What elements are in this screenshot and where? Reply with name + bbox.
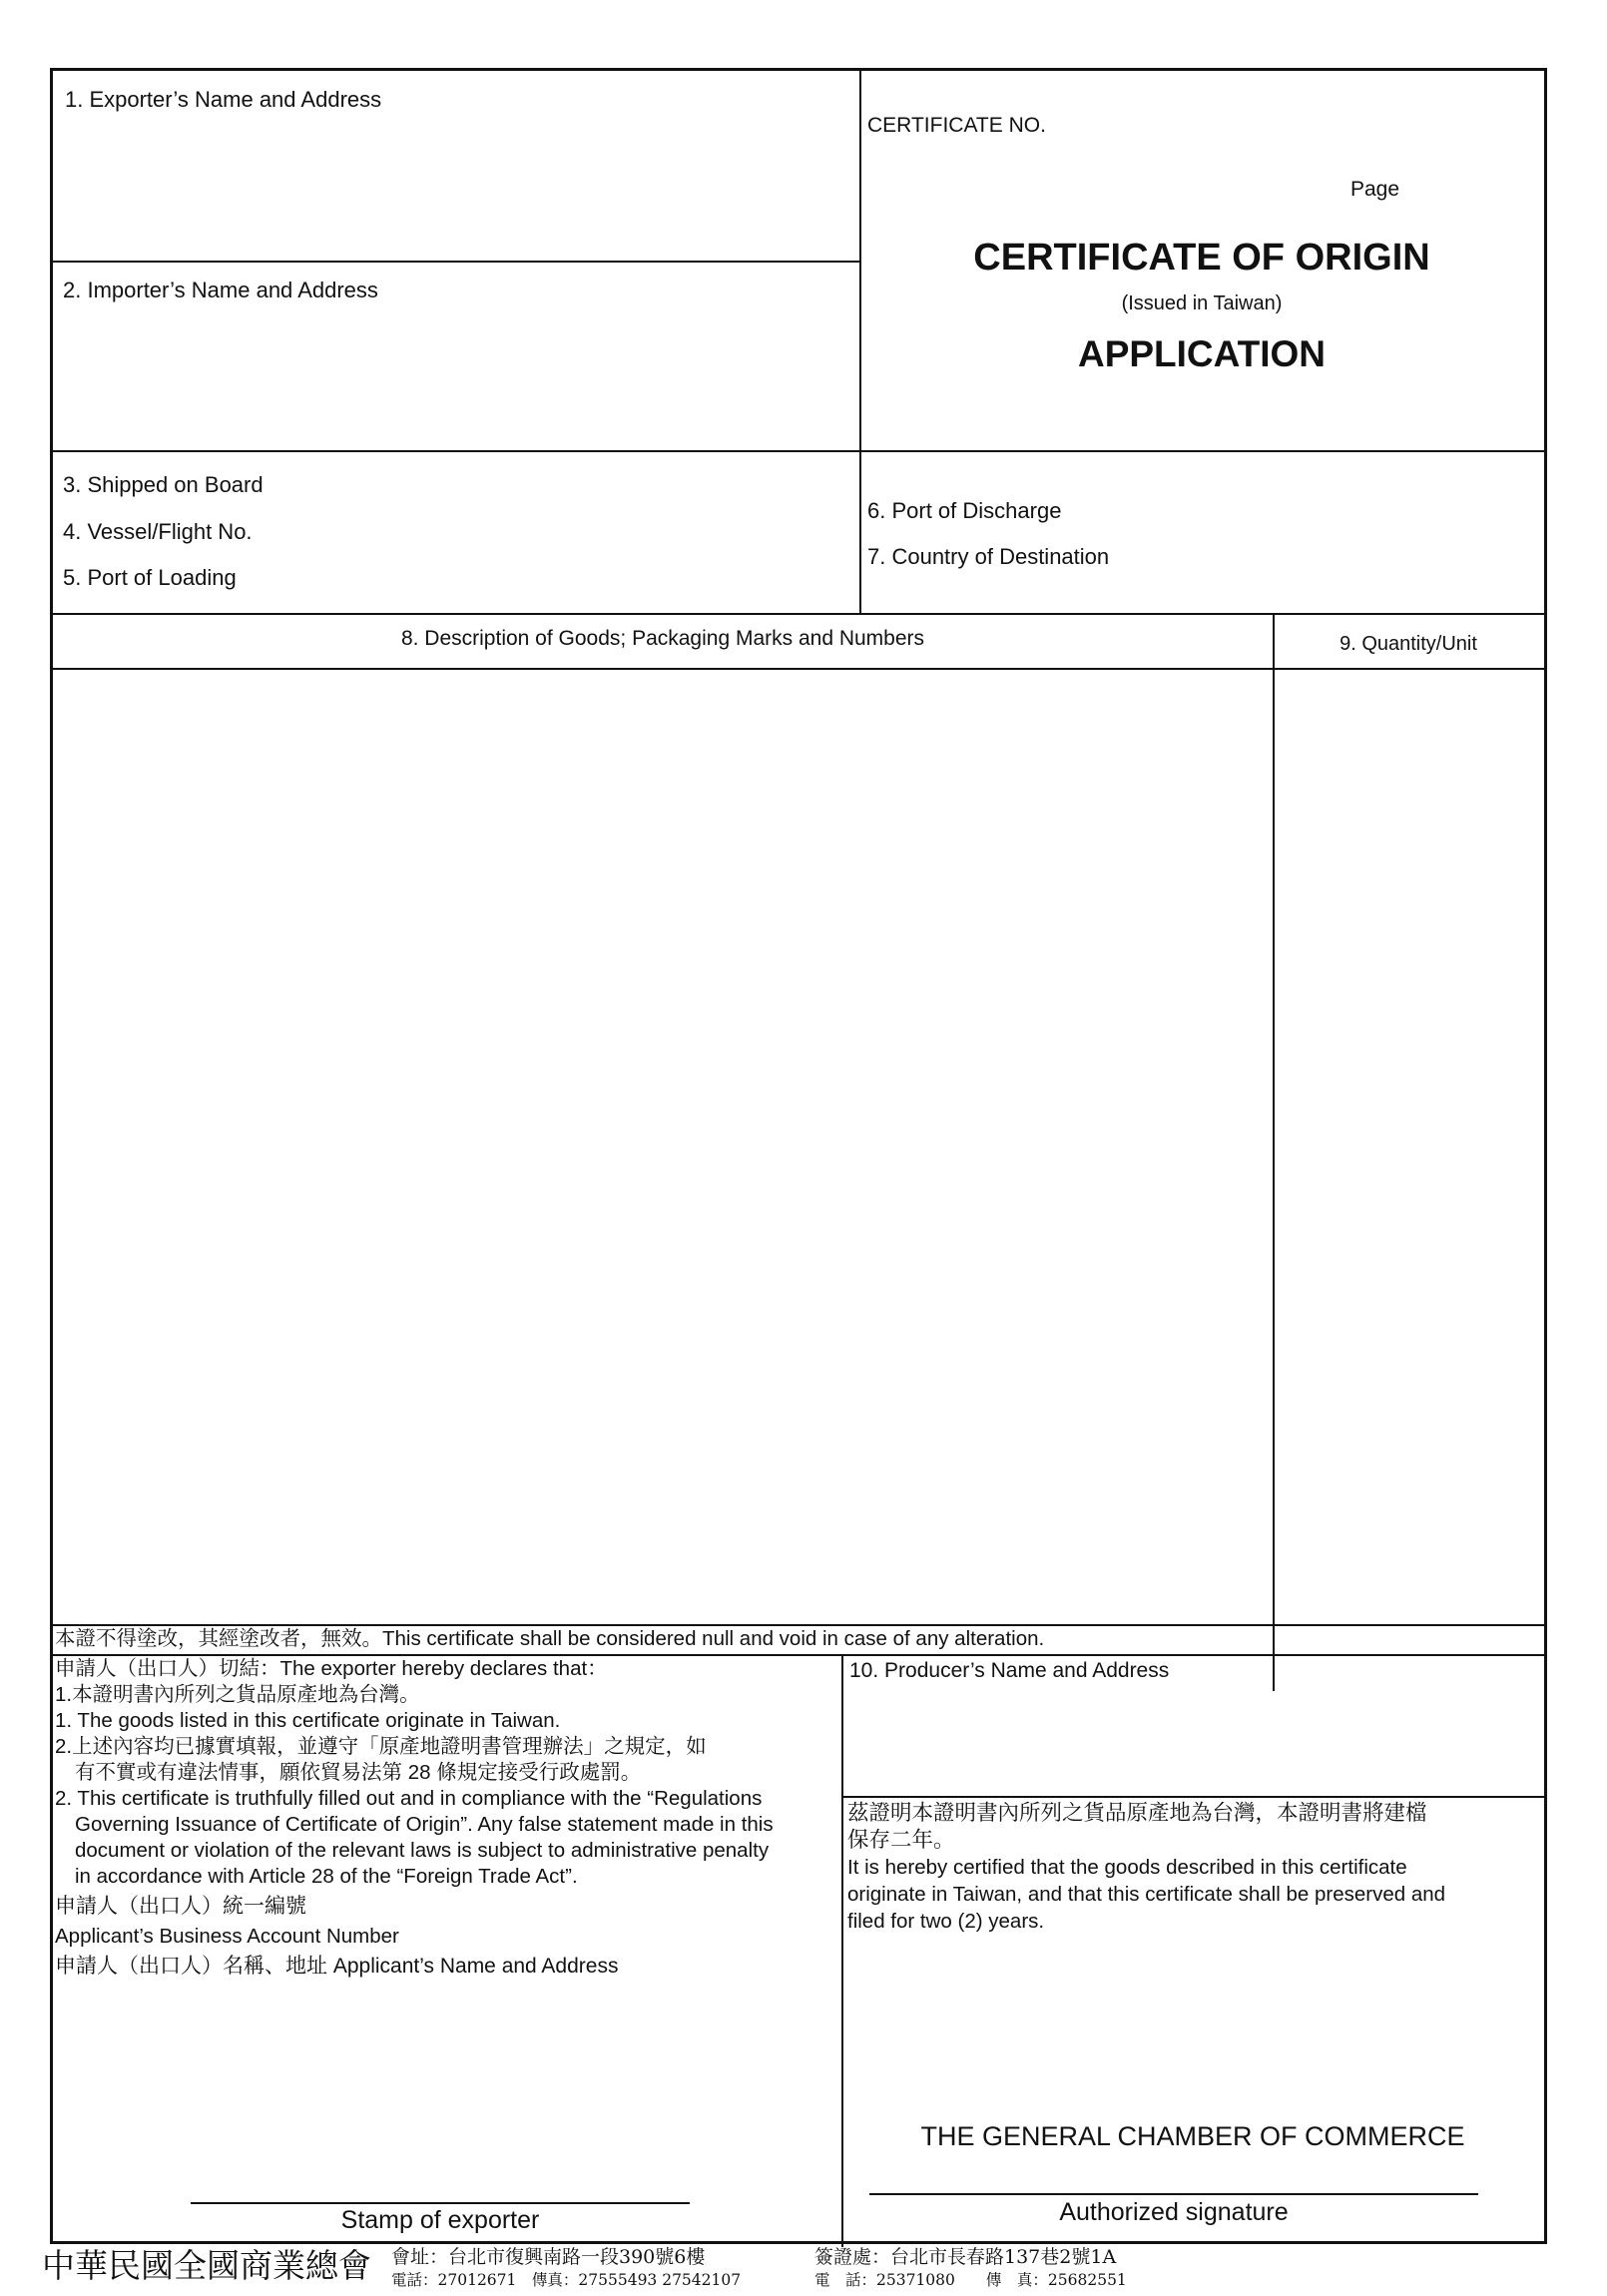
declaration-line: Governing Issuance of Certificate of Origin”. Any false statement made in this: [75, 1813, 774, 1836]
certificate-title: CERTIFICATE OF ORIGIN: [973, 237, 1430, 279]
stamp-of-exporter-label: Stamp of exporter: [340, 2206, 540, 2234]
declaration-line: 2.上述內容均已據實填報，並遵守「原產地證明書管理辦法」之規定，如: [55, 1735, 707, 1758]
quantity-column-divider: [1273, 613, 1275, 1691]
port-of-loading-label: 5. Port of Loading: [63, 565, 237, 590]
declaration-line: 申請人（出口人）名稱、地址 Applicant’s Name and Address: [55, 1955, 619, 1978]
exporter-name-label: 1. Exporter’s Name and Address: [65, 87, 382, 112]
goods-description-label: 8. Description of Goods; Packaging Marks and Numbers: [400, 627, 925, 650]
declaration-line: 申請人（出口人）切結：The exporter hereby declares that：: [55, 1657, 608, 1680]
certificate-form: [50, 68, 1547, 2244]
importer-name-label: 2. Importer’s Name and Address: [63, 278, 378, 302]
declaration-line: Applicant’s Business Account Number: [55, 1925, 399, 1948]
office-phone: 電 話：25371080 傳 真：25682551: [814, 2271, 1127, 2289]
hq-address: 會址：台北市復興南路一段390號6樓: [391, 2246, 706, 2268]
certification-line: 茲證明本證明書內所列之貨品原產地為台灣，本證明書將建檔: [847, 1801, 1427, 1825]
page-label: Page: [1350, 178, 1400, 201]
declaration-line: 有不實或有違法情事，願依貿易法第 28 條規定接受行政處罰。: [75, 1761, 642, 1784]
application-title: APPLICATION: [1077, 333, 1327, 374]
bottom-column-divider: [841, 1654, 843, 2247]
exporter-declaration: [55, 1656, 839, 1980]
country-of-destination-label: 7. Country of Destination: [867, 544, 1110, 569]
declaration-line: 1.本證明書內所列之貨品原產地為台灣。: [55, 1683, 420, 1706]
declaration-line: in accordance with Article 28 of the “Foreign Trade Act”.: [75, 1865, 578, 1888]
shipped-on-board-label: 3. Shipped on Board: [63, 472, 264, 497]
box1-box2-divider: [53, 261, 859, 263]
vessel-flight-label: 4. Vessel/Flight No.: [63, 519, 253, 544]
port-of-discharge-label: 6. Port of Discharge: [867, 498, 1062, 523]
top-section-bottom-line: [53, 450, 1544, 452]
certificate-no-label: CERTIFICATE NO.: [867, 114, 1046, 137]
organization-name: 中華民國全國商業總會: [42, 2246, 371, 2285]
declaration-line: 1. The goods listed in this certificate originate in Taiwan.: [55, 1709, 561, 1732]
alteration-notice: 本證不得塗改，其經塗改者，無效。This certificate shall be considered null and void in case of any alteration.: [55, 1627, 1045, 1650]
certification-line: It is hereby certified that the goods described in this certificate: [847, 1856, 1407, 1879]
stamp-signature-line: [191, 2202, 690, 2204]
declaration-line: document or violation of the relevant laws is subject to administrative penalty: [75, 1839, 770, 1862]
certification-line: 保存二年。: [847, 1828, 955, 1852]
authorized-signature-label: Authorized signature: [1059, 2198, 1289, 2226]
issued-in-taiwan: (Issued in Taiwan): [1121, 292, 1283, 314]
declaration-line: 申請人（出口人）統一編號: [55, 1895, 306, 1918]
shipping-section-bottom-line: [53, 613, 1544, 615]
hq-phone: 電話：27012671 傳真：27555493 27542107: [391, 2271, 742, 2289]
declaration-line: 2. This certificate is truthfully filled out and in compliance with the “Regulations: [55, 1787, 763, 1810]
producer-name-label: 10. Producer’s Name and Address: [849, 1659, 1170, 1682]
certification-line: filed for two (2) years.: [847, 1910, 1045, 1933]
quantity-unit-label: 9. Quantity/Unit: [1339, 633, 1477, 655]
goods-header-bottom-line: [53, 668, 1544, 670]
chamber-name: THE GENERAL CHAMBER OF COMMERCE: [920, 2121, 1465, 2151]
producer-box-bottom-line: [841, 1796, 1544, 1798]
office-address: 簽證處：台北市長春路137巷2號1A: [814, 2246, 1117, 2268]
authorized-signature-line: [869, 2193, 1478, 2195]
certification-line: originate in Taiwan, and that this certificate shall be preserved and: [847, 1883, 1446, 1906]
chamber-certification: [847, 1800, 1540, 1935]
